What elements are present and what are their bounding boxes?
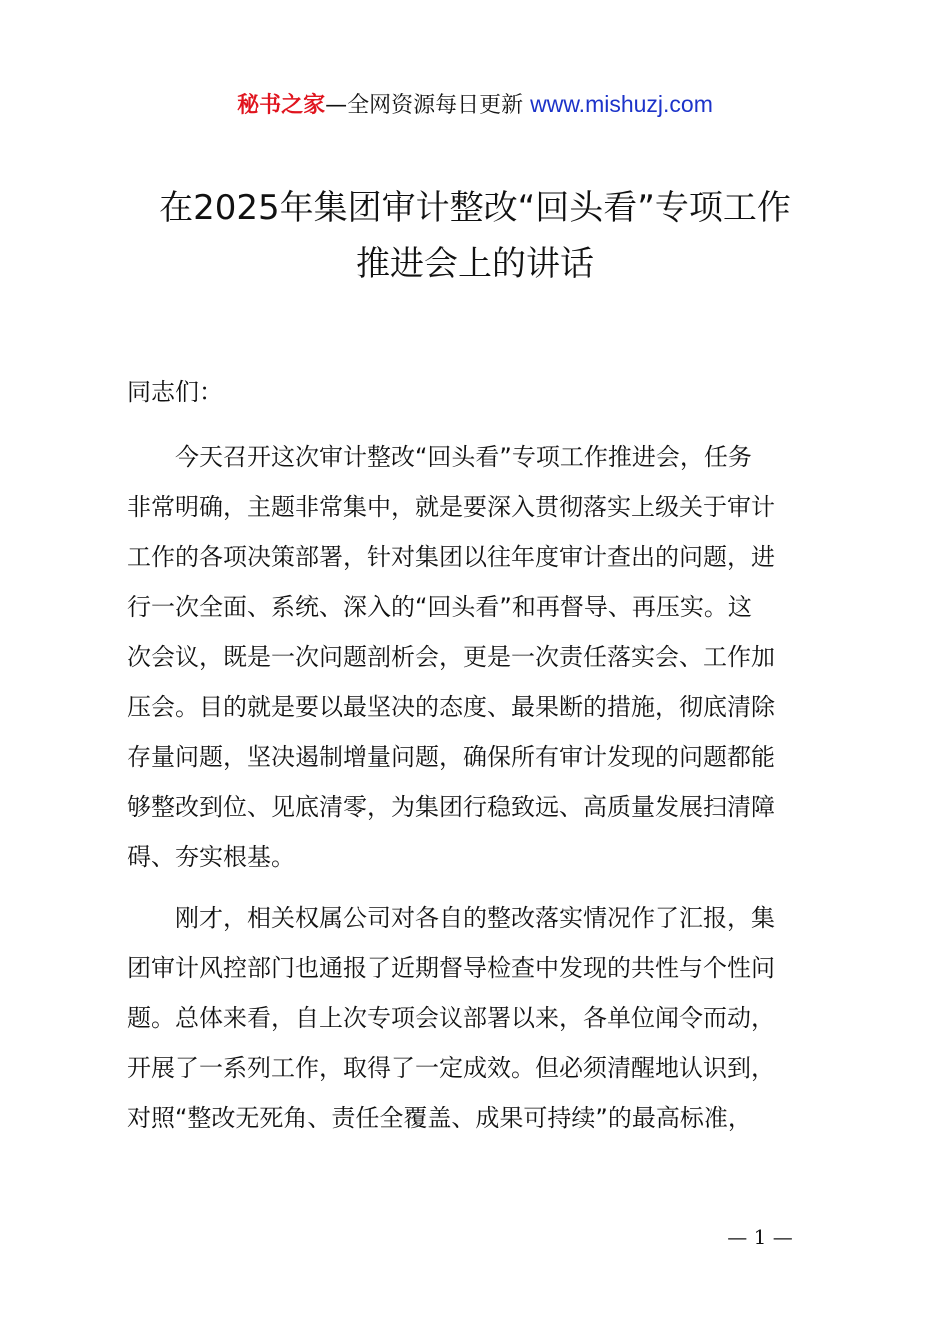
paragraph-line: 刚才，相关权属公司对各自的整改落实情况作了汇报，集 xyxy=(127,904,775,932)
paragraph-line: 今天召开这次审计整改“回头看”专项工作推进会，任务 xyxy=(127,443,752,471)
paragraph-line: 行一次全面、系统、深入的“回头看”和再督导、再压实。这 xyxy=(127,593,752,621)
brand-name: 秘书之家 xyxy=(237,93,326,118)
paragraph-line: 团审计风控部门也通报了近期督导检查中发现的共性与个性问 xyxy=(127,954,775,982)
paragraph-line: 压会。目的就是要以最坚决的态度、最果断的措施，彻底清除 xyxy=(127,693,775,721)
header-tagline: —全网资源每日更新 xyxy=(325,93,531,118)
paragraph-line: 非常明确，主题非常集中，就是要深入贯彻落实上级关于审计 xyxy=(127,493,775,521)
site-header xyxy=(0,88,950,122)
title-line-2: 推进会上的讲话 xyxy=(356,244,594,284)
page-number: — 1 — xyxy=(727,1225,793,1249)
salutation: 同志们： xyxy=(127,378,223,406)
title-line-1: 在2025年集团审计整改“回头看”专项工作 xyxy=(159,188,791,228)
paragraph-2 xyxy=(127,893,837,1143)
document-title xyxy=(60,180,890,292)
paragraph-line: 题。总体来看，自上次专项会议部署以来，各单位闻令而动， xyxy=(127,1004,775,1032)
paragraph-line: 对照“整改无死角、责任全覆盖、成果可持续”的最高标准， xyxy=(127,1104,752,1132)
paragraph-line: 存量问题，坚决遏制增量问题，确保所有审计发现的问题都能 xyxy=(127,743,775,771)
site-url[interactable]: www.mishuzj.com xyxy=(530,91,713,117)
paragraph-line: 次会议，既是一次问题剖析会，更是一次责任落实会、工作加 xyxy=(127,643,775,671)
paragraph-line: 开展了一系列工作，取得了一定成效。但必须清醒地认识到， xyxy=(127,1054,775,1082)
paragraph-1 xyxy=(127,432,837,882)
paragraph-line: 碍、夯实根基。 xyxy=(127,843,295,871)
paragraph-line: 工作的各项决策部署，针对集团以往年度审计查出的问题，进 xyxy=(127,543,775,571)
paragraph-line: 够整改到位、见底清零，为集团行稳致远、高质量发展扫清障 xyxy=(127,793,775,821)
